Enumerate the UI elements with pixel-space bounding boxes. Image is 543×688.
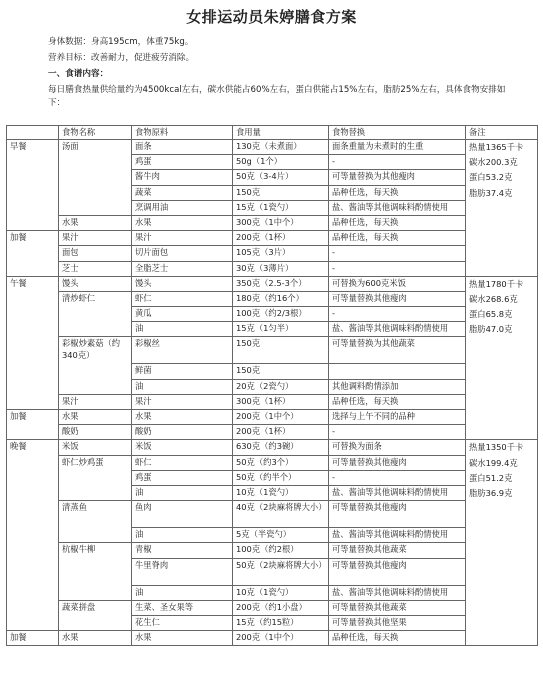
substitution-cell: 品种任选，每天换	[329, 631, 466, 646]
meal-plan-table	[6, 125, 538, 646]
ingredient-cell: 鱼肉	[132, 501, 233, 528]
amount-cell: 10克（1瓷勺）	[233, 485, 329, 500]
dish-name-cell: 馒头	[59, 276, 132, 291]
amount-cell: 350克（2.5-3个）	[233, 276, 329, 291]
amount-cell: 15克（1瓷勺）	[233, 200, 329, 215]
substitution-cell: -	[329, 470, 466, 485]
substitution-cell: 盐、酱油等其他调味料酌情使用	[329, 585, 466, 600]
ingredient-cell: 油	[132, 485, 233, 500]
ingredient-cell: 酱牛肉	[132, 170, 233, 185]
ingredient-cell: 蔬菜	[132, 185, 233, 200]
substitution-cell: 盐、酱油等其他调味料酌情使用	[329, 322, 466, 337]
ingredient-cell: 馒头	[132, 276, 233, 291]
column-header: 食物替换	[329, 126, 466, 140]
meal-cell: 加餐	[7, 231, 59, 277]
dish-name-cell: 杭椒牛柳	[59, 543, 132, 600]
dish-name-cell: 水果	[59, 215, 132, 230]
amount-cell: 150克	[233, 337, 329, 364]
amount-cell: 50克（2块麻将牌大小）	[233, 558, 329, 585]
amount-cell: 40克（2块麻将牌大小）	[233, 501, 329, 528]
table-row	[7, 501, 538, 528]
amount-cell: 300克（1杯）	[233, 394, 329, 409]
table-row	[7, 543, 538, 558]
ingredient-cell: 牛里脊肉	[132, 558, 233, 585]
meal-cell: 晚餐	[7, 440, 59, 631]
dish-name-cell: 米饭	[59, 440, 132, 455]
nutrition-note-cell	[466, 276, 538, 440]
substitution-cell: 可等量替换其他蔬菜	[329, 600, 466, 615]
amount-cell: 100克（约2/3根）	[233, 307, 329, 322]
ingredient-cell: 水果	[132, 631, 233, 646]
amount-cell: 15克（约15粒）	[233, 615, 329, 630]
column-header: 食物名称	[59, 126, 132, 140]
nutrition-note: 脂肪47.0克	[469, 324, 513, 335]
amount-cell: 130克（未煮面）	[233, 140, 329, 155]
amount-cell: 180克（约16个）	[233, 291, 329, 306]
table-row	[7, 337, 538, 364]
column-header: 食用量	[233, 126, 329, 140]
intro-paragraph: 每日膳食热量供给量约为4500kcal左右，碳水供能占60%左右，蛋白供能占15%左右，脂肪25%左右，具体食物安排如下：	[48, 85, 506, 108]
ingredient-cell: 鸡蛋	[132, 155, 233, 170]
amount-cell: 150克	[233, 364, 329, 379]
substitution-cell: -	[329, 155, 466, 170]
substitution-cell: 可等量替换为其他瘦肉	[329, 170, 466, 185]
substitution-cell: 可等量替换为其他蔬菜	[329, 337, 466, 364]
table-row	[7, 631, 538, 646]
ingredient-cell: 烹调用油	[132, 200, 233, 215]
ingredient-cell: 油	[132, 379, 233, 394]
amount-cell: 200克（1中个）	[233, 631, 329, 646]
meal-cell: 加餐	[7, 631, 59, 646]
substitution-cell: 品种任选，每天换	[329, 231, 466, 246]
nutrition-note: 热量1780千卡	[469, 278, 524, 289]
substitution-cell: 可等量替换其他瘦肉	[329, 501, 466, 528]
amount-cell: 300克（1中个）	[233, 215, 329, 230]
amount-cell: 100克（约2根）	[233, 543, 329, 558]
substitution-cell: 品种任选，每天换	[329, 185, 466, 200]
amount-cell: 200克（1杯）	[233, 425, 329, 440]
table-row	[7, 600, 538, 615]
dish-name-cell: 汤面	[59, 140, 132, 216]
substitution-cell: 可等量替换其他瘦肉	[329, 455, 466, 470]
substitution-cell: -	[329, 246, 466, 261]
substitution-cell: 可等量替换其他坚果	[329, 615, 466, 630]
ingredient-cell: 彩椒丝	[132, 337, 233, 364]
substitution-cell: 盐、酱油等其他调味料酌情使用	[329, 528, 466, 543]
table-row	[7, 410, 538, 425]
substitution-cell: 品种任选，每天换	[329, 394, 466, 409]
amount-cell: 200克（1中个）	[233, 410, 329, 425]
meal-cell: 加餐	[7, 410, 59, 440]
table-row	[7, 231, 538, 246]
column-header: 食物原料	[132, 126, 233, 140]
amount-cell: 15克（1匀半）	[233, 322, 329, 337]
table-row	[7, 425, 538, 440]
amount-cell: 200克（1杯）	[233, 231, 329, 246]
table-row	[7, 215, 538, 230]
dish-name-cell: 果汁	[59, 231, 132, 246]
nutrition-note-cell	[466, 140, 538, 277]
amount-cell: 50克（约3个）	[233, 455, 329, 470]
substitution-cell: 品种任选，每天换	[329, 215, 466, 230]
amount-cell: 200克（约1小盘）	[233, 600, 329, 615]
dish-name-cell: 水果	[59, 410, 132, 425]
nutrition-note: 脂肪36.9克	[469, 487, 513, 498]
table-row	[7, 140, 538, 155]
table-row	[7, 276, 538, 291]
body-data: 身体数据：身高195cm，体重75kg。	[48, 37, 194, 47]
amount-cell: 30克（3薄片）	[233, 261, 329, 276]
page-title: 女排运动员朱婷膳食方案	[186, 8, 357, 26]
substitution-cell: 盐、酱油等其他调味料酌情使用	[329, 200, 466, 215]
nutrition-note-cell	[466, 440, 538, 646]
substitution-cell: 可等量替换其他瘦肉	[329, 291, 466, 306]
substitution-cell: 可替换为面条	[329, 440, 466, 455]
ingredient-cell: 虾仁	[132, 455, 233, 470]
ingredient-cell: 鸡蛋	[132, 470, 233, 485]
table-row	[7, 246, 538, 261]
dish-name-cell: 果汁	[59, 394, 132, 409]
dish-name-cell: 清炒虾仁	[59, 291, 132, 337]
dish-name-cell: 清蒸鱼	[59, 501, 132, 543]
column-header: 备注	[466, 126, 538, 140]
ingredient-cell: 黄瓜	[132, 307, 233, 322]
amount-cell: 50g（1个）	[233, 155, 329, 170]
column-header	[7, 126, 59, 140]
ingredient-cell: 水果	[132, 410, 233, 425]
dish-name-cell: 芝士	[59, 261, 132, 276]
ingredient-cell: 生菜、圣女果等	[132, 600, 233, 615]
nutrition-note: 蛋白65.8克	[469, 309, 513, 320]
substitution-cell	[329, 364, 466, 379]
ingredient-cell: 青椒	[132, 543, 233, 558]
nutrition-note: 蛋白51.2克	[469, 472, 513, 483]
nutrition-note: 碳水268.6克	[469, 293, 518, 304]
amount-cell: 50克（3-4片）	[233, 170, 329, 185]
nutrition-note: 脂肪37.4克	[469, 187, 513, 198]
ingredient-cell: 鲜菌	[132, 364, 233, 379]
amount-cell: 50克（约半个）	[233, 470, 329, 485]
substitution-cell: 面条重量为未煮时的生重	[329, 140, 466, 155]
amount-cell: 150克	[233, 185, 329, 200]
dish-name-cell: 水果	[59, 631, 132, 646]
table-row	[7, 394, 538, 409]
ingredient-cell: 米饭	[132, 440, 233, 455]
nutrition-note: 热量1350千卡	[469, 442, 524, 453]
amount-cell: 20克（2瓷勺）	[233, 379, 329, 394]
table-header-row	[7, 126, 538, 140]
dish-name-cell: 蔬菜拼盘	[59, 600, 132, 630]
ingredient-cell: 油	[132, 585, 233, 600]
table-row	[7, 440, 538, 455]
ingredient-cell: 虾仁	[132, 291, 233, 306]
ingredient-cell: 水果	[132, 215, 233, 230]
table-row	[7, 291, 538, 306]
ingredient-cell: 油	[132, 322, 233, 337]
dish-name-cell: 酸奶	[59, 425, 132, 440]
ingredient-cell: 油	[132, 528, 233, 543]
nutrition-note: 蛋白53.2克	[469, 172, 513, 183]
table-row	[7, 455, 538, 470]
substitution-cell: 盐、酱油等其他调味料酌情使用	[329, 485, 466, 500]
meal-cell: 午餐	[7, 276, 59, 409]
ingredient-cell: 果汁	[132, 394, 233, 409]
substitution-cell: 可等量替换其他瘦肉	[329, 558, 466, 585]
substitution-cell: -	[329, 307, 466, 322]
ingredient-cell: 面条	[132, 140, 233, 155]
amount-cell: 105克（3片）	[233, 246, 329, 261]
ingredient-cell: 酸奶	[132, 425, 233, 440]
substitution-cell: 其他调料酌情添加	[329, 379, 466, 394]
nutrition-note: 碳水200.3克	[469, 157, 518, 168]
dish-name-cell: 面包	[59, 246, 132, 261]
nutrition-goal: 营养目标：改善耐力，促进疲劳消除。	[48, 53, 195, 63]
meal-cell: 早餐	[7, 140, 59, 231]
dish-name-cell: 虾仁炒鸡蛋	[59, 455, 132, 501]
substitution-cell: 可等量替换其他蔬菜	[329, 543, 466, 558]
substitution-cell: 选择与上午不同的品种	[329, 410, 466, 425]
nutrition-note: 热量1365千卡	[469, 142, 524, 152]
ingredient-cell: 花生仁	[132, 615, 233, 630]
nutrition-note: 碳水199.4克	[469, 457, 518, 468]
ingredient-cell: 果汁	[132, 231, 233, 246]
substitution-cell: 可替换为600克米饭	[329, 276, 466, 291]
meal-plan-body	[7, 126, 538, 646]
amount-cell: 630克（约3碗）	[233, 440, 329, 455]
section-heading: 一、食谱内容：	[48, 69, 109, 79]
amount-cell: 5克（半瓷勺）	[233, 528, 329, 543]
amount-cell: 10克（1瓷勺）	[233, 585, 329, 600]
ingredient-cell: 切片面包	[132, 246, 233, 261]
ingredient-cell: 全脂芝士	[132, 261, 233, 276]
table-row	[7, 261, 538, 276]
dish-name-cell: 彩椒炒素菇（约340克）	[59, 337, 132, 394]
substitution-cell: -	[329, 261, 466, 276]
substitution-cell: -	[329, 425, 466, 440]
